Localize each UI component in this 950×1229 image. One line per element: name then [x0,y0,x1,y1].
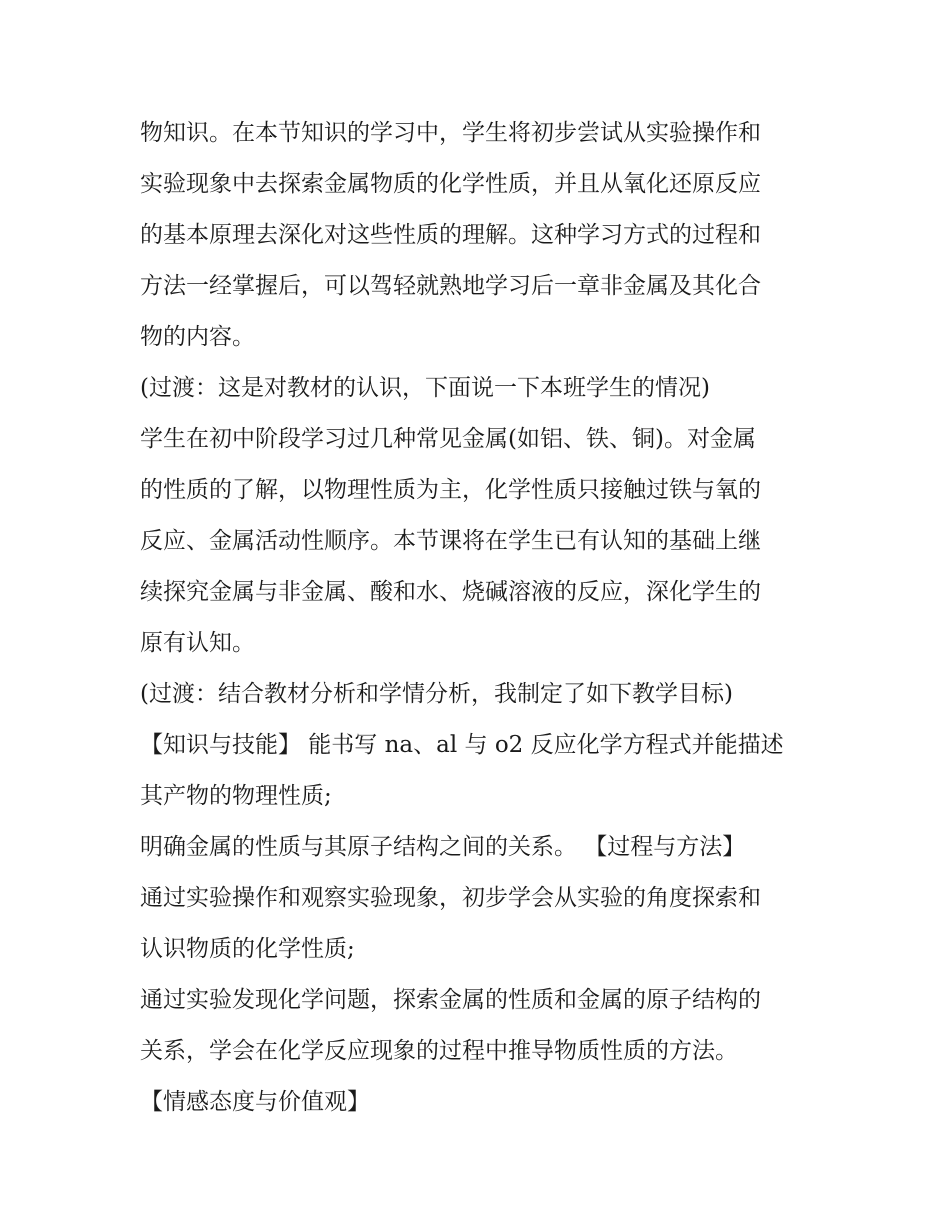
transition-note: (过渡：这是对教材的认识，下面说一下本班学生的情况) [140,375,710,401]
text-line: 方法一经掌握后，可以驾轻就熟地学习后一章非金属及其化合 [140,273,761,299]
text-line: 学生在初中阶段学习过几种常见金属(如铝、铁、铜)。对金属 [140,426,756,452]
text-line: 物的内容。 [140,324,255,350]
text-line: 原有认知。 [140,630,255,656]
text-line: 关系，学会在化学反应现象的过程中推导物质性质的方法。 [140,1038,738,1064]
section-process-method: 明确金属的性质与其原子结构之间的关系。 【过程与方法】 [140,834,746,860]
text-line: 其产物的物理性质; [140,783,332,809]
text-line: 实验现象中去探索金属物质的化学性质，并且从氧化还原反应 [140,171,761,197]
text-line: 通过实验操作和观察实验现象，初步学会从实验的角度探索和 [140,885,761,911]
section-emotion-values: 【情感态度与价值观】 [140,1089,370,1115]
text-line: 的基本原理去深化对这些性质的理解。这种学习方式的过程和 [140,222,761,248]
text-line: 反应、金属活动性顺序。本节课将在学生已有认知的基础上继 [140,528,761,554]
transition-note: (过渡：结合教材分析和学情分析，我制定了如下教学目标) [140,681,733,707]
text-line: 认识物质的化学性质; [140,936,355,962]
text-line: 物知识。在本节知识的学习中，学生将初步尝试从实验操作和 [140,120,761,146]
text-line: 的性质的了解，以物理性质为主，化学性质只接触过铁与氧的 [140,477,761,503]
text-line: 通过实验发现化学问题，探索金属的性质和金属的原子结构的 [140,987,761,1013]
document-body [140,108,820,1128]
section-knowledge-skills: 【知识与技能】 能书写 na、al 与 o2 反应化学方程式并能描述 [140,732,784,758]
text-line: 续探究金属与非金属、酸和水、烧碱溶液的反应，深化学生的 [140,579,761,605]
